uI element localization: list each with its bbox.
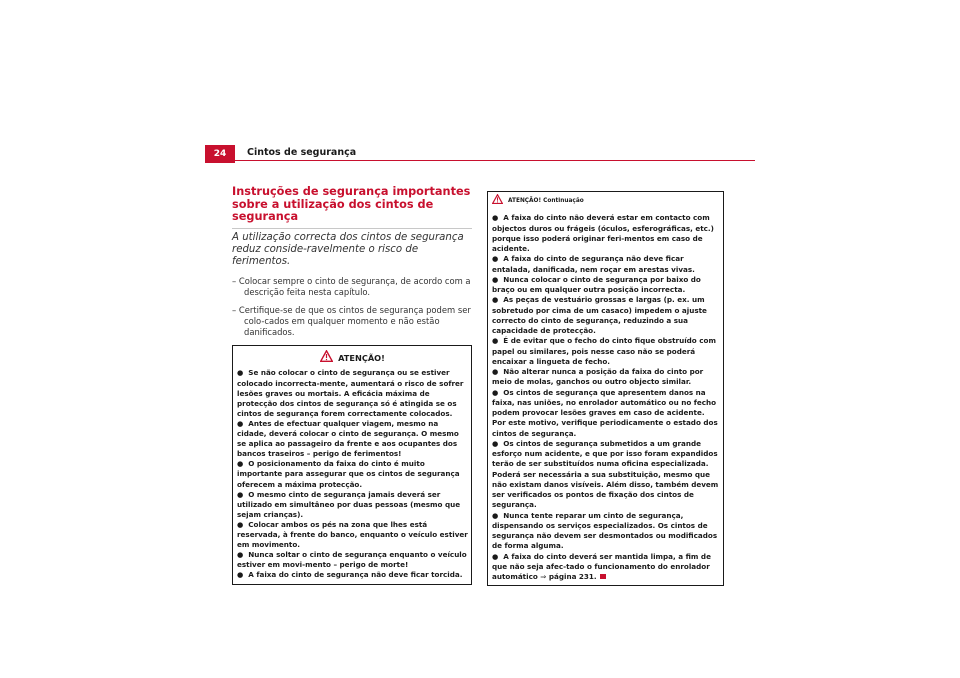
warning-item: ● Se não colocar o cinto de segurança ou se estiver colocado incorrecta-mente, aumentará o risco de sofrer lesões graves ou mortais. A eficácia máxima de protecção dos cintos de segurança só é atingida se os cintos de segurança forem correctamente colocados.	[237, 368, 464, 418]
warning-item: ● As peças de vestuário grossas e largas (p. ex. um sobretudo por cima de um casaco) impedem o ajuste correcto do cinto de segurança, reduzindo a sua capacidade de protecção.	[492, 295, 707, 335]
warning-box	[232, 345, 472, 585]
warning-item: ● Nunca colocar o cinto de segurança por baixo do braço ou em qualquer outra posição incorrecta.	[492, 274, 701, 294]
warning-continuation-header	[492, 194, 720, 208]
instruction-step: – Colocar sempre o cinto de segurança, de acordo com a descrição feita nesta capítulo.	[232, 276, 471, 298]
warning-item: ● Antes de efectuar qualquer viagem, mesmo na cidade, deverá colocar o cinto de segurança. O mesmo se aplica ao passageiro da frente e aos ocupantes dos bancos traseiros – perigo de ferimentos!	[237, 418, 459, 459]
warning-item: ● A faixa do cinto deverá ser mantida limpa, a fim de que não seja afec-tado o funcionamento do enrolador automático ⇒ página 231.	[492, 551, 711, 581]
warning-item: ● Nunca soltar o cinto de segurança enquanto o veículo estiver em movi-mento – perigo de morte!	[237, 550, 467, 570]
warning-item: ● Não alterar nunca a posição da faixa do cinto por meio de molas, ganchos ou outro objecto similar.	[492, 367, 704, 387]
left-column	[232, 186, 472, 585]
page-number: 24	[205, 145, 235, 163]
warning-item: ● Os cintos de segurança que apresentem danos na faixa, nas uniões, no enrolador automático ou no fecho podem provocar lesões graves em caso de acidente. Por este motivo, verifique periodicamente o estado dos cintos de segurança.	[492, 387, 718, 438]
warning-item: ● Colocar ambos os pés na zona que lhes está reservada, à frente do banco, enquanto o veículo estiver em movimento.	[237, 519, 468, 550]
warning-item: ● O posicionamento da faixa do cinto é muito importante para assegurar que os cintos de segurança oferecem a máxima protecção.	[237, 459, 460, 489]
header-rule	[205, 160, 755, 161]
page-reference-arrow: ⇒	[540, 572, 547, 581]
continuation-label: ATENÇÃO! Continuação	[508, 198, 584, 204]
warning-item: ● É de evitar que o fecho do cinto fique obstruído com papel ou similares, pois nesse caso não se poderá encaixar a lingueta de fecho.	[492, 336, 716, 366]
warning-item: ● O mesmo cinto de segurança jamais deverá ser utilizado em simultâneo por duas pessoas (mesmo que sejam crianças).	[237, 489, 461, 519]
warning-item: ● A faixa do cinto de segurança não deve ficar entalada, danificada, nem roçar em arestas vivas.	[492, 254, 695, 274]
warning-triangle-icon	[320, 350, 333, 365]
warning-item: ● A faixa do cinto não deverá estar em contacto com objectos duros ou frágeis (óculos, esferográficas, etc.) porque isso poderá originar feri-mentos em caso de acidente.	[492, 213, 714, 253]
warning-item: ● A faixa do cinto de segurança não deve ficar torcida.	[237, 570, 463, 580]
section-end-icon	[600, 574, 606, 579]
section-title: Instruções de segurança importantes sobre a utilização dos cintos de segurança	[232, 185, 471, 223]
warning-item: ● Nunca tente reparar um cinto de segurança, dispensando os serviços especializados. Os cintos de segurança não devem ser desmontados ou modificados de forma alguma.	[492, 510, 718, 551]
warning-header	[237, 350, 468, 365]
warning-item: ● Os cintos de segurança submetidos a um grande esforço num acidente, e que por isso foram expandidos terão de ser substituídos numa oficina especializada. Poderá ser necessária a sua substituição, mesmo que não existam danos visíveis. Além disso, também devem ser verificados os pontos de fixação dos cintos de segurança.	[492, 438, 719, 510]
lead-text: A utilização correcta dos cintos de segurança reduz conside-ravelmente o risco de ferimentos.	[232, 231, 464, 268]
chapter-title: Cintos de segurança	[247, 147, 357, 158]
title-rule	[232, 228, 472, 229]
instruction-step: – Certifique-se de que os cintos de segurança podem ser colo-cados em qualquer momento e não estão danificados.	[232, 305, 471, 338]
warning-triangle-icon	[492, 194, 503, 208]
page-reference-link[interactable]: página 231.	[548, 572, 597, 581]
warning-continuation-box	[487, 191, 724, 586]
warning-label: ATENÇÃO!	[338, 352, 385, 363]
